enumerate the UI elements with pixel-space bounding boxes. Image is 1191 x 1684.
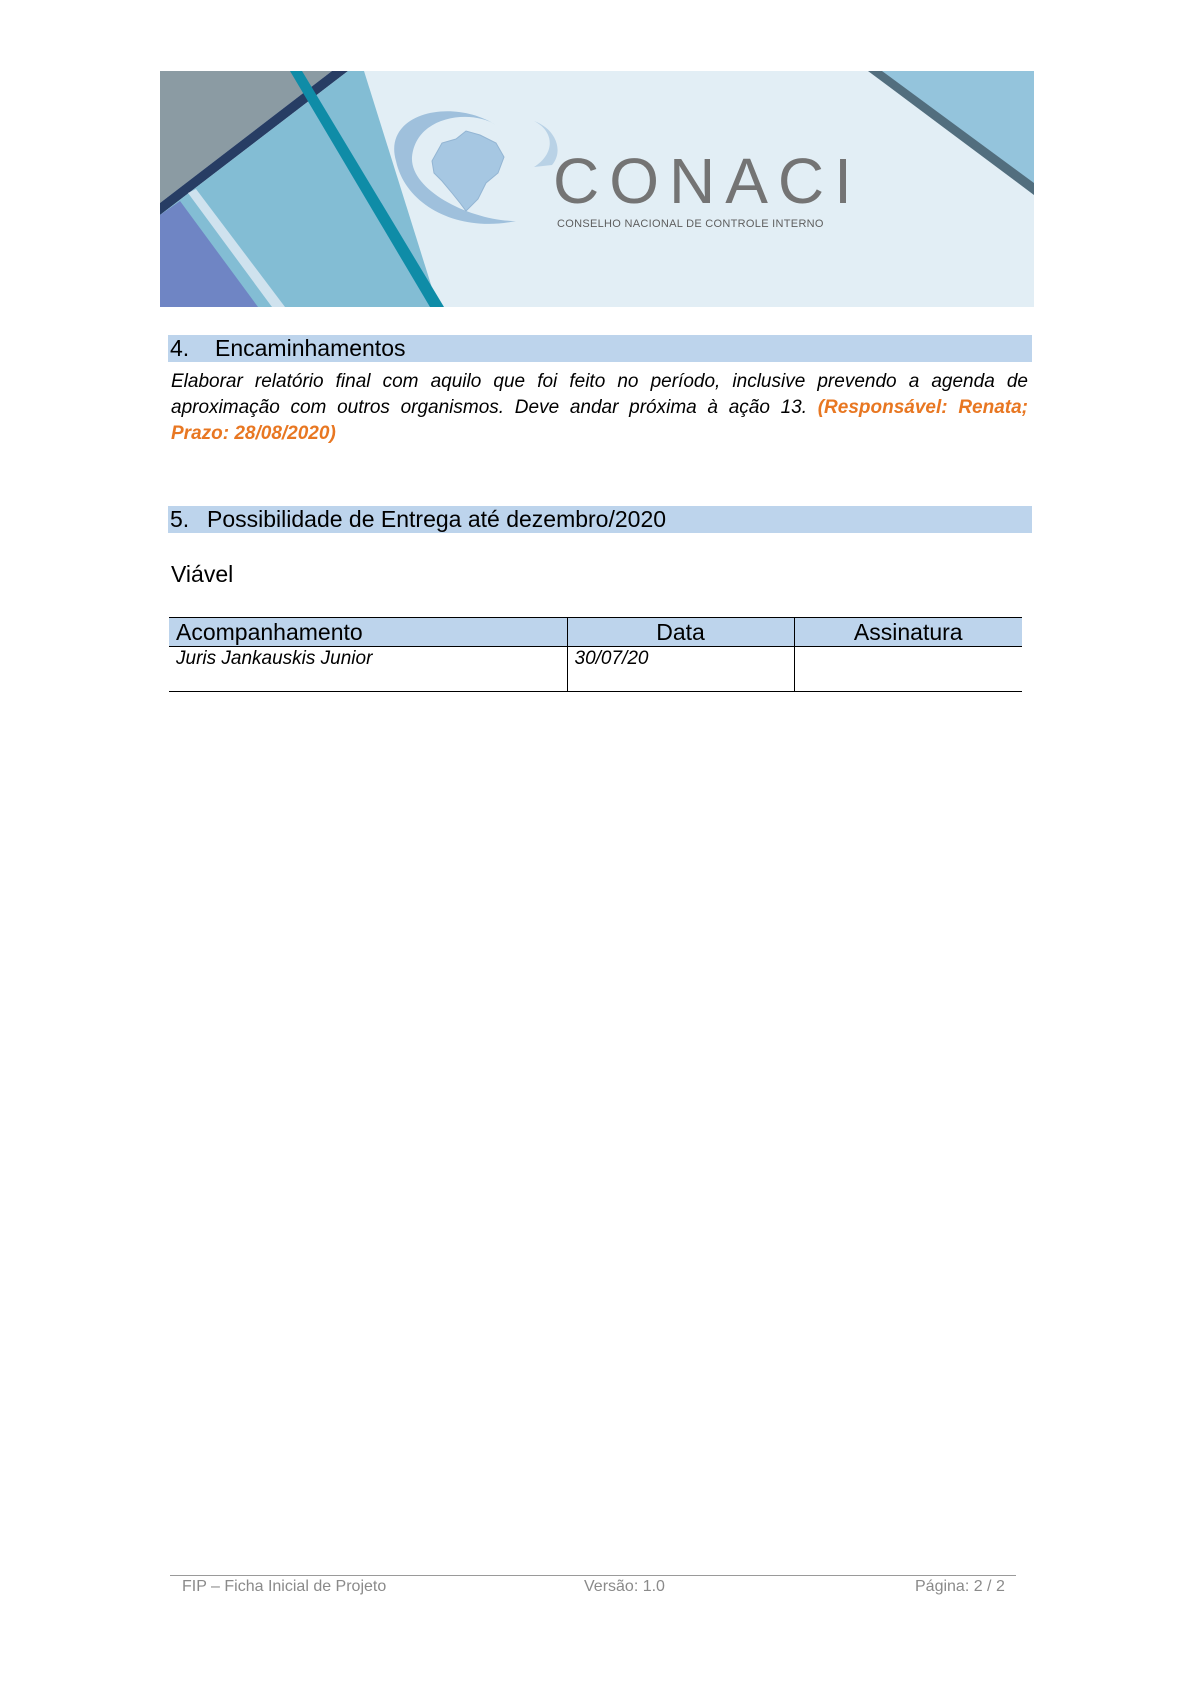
section-4-number: 4. bbox=[170, 335, 190, 361]
tracking-table bbox=[169, 617, 1022, 692]
section-4-heading bbox=[168, 335, 1032, 362]
section-4-title: Encaminhamentos bbox=[215, 335, 406, 361]
cell-assinatura bbox=[794, 647, 1022, 692]
footer-document-name: FIP – Ficha Inicial de Projeto bbox=[182, 1578, 387, 1595]
header-assinatura: Assinatura bbox=[794, 618, 1022, 647]
table-row bbox=[169, 647, 1022, 692]
cell-acompanhamento: Juris Jankauskis Junior bbox=[169, 647, 567, 692]
footer-divider bbox=[170, 1575, 1016, 1576]
conaci-header-banner bbox=[160, 71, 1034, 307]
tracking-table-header bbox=[169, 618, 1022, 647]
section-4-text: Elaborar relatório final com aquilo que foi feito no período, inclusive prevendo a agenda de aproximação com outros organismos. Deve andar próxima à ação 13. bbox=[171, 371, 1028, 418]
section-5-heading bbox=[168, 506, 1032, 533]
header-acompanhamento: Acompanhamento bbox=[169, 618, 567, 647]
section-5-number: 5. bbox=[170, 506, 190, 532]
section-5-title: Possibilidade de Entrega até dezembro/2020 bbox=[207, 506, 667, 532]
section-4-paragraph bbox=[171, 369, 1028, 447]
footer-page-number: Página: 2 / 2 bbox=[915, 1578, 1005, 1595]
header-data: Data bbox=[567, 618, 794, 647]
delivery-feasibility-value: Viável bbox=[171, 561, 234, 587]
footer-version: Versão: 1.0 bbox=[584, 1578, 665, 1595]
logo-title: CONACI bbox=[553, 145, 862, 217]
cell-data: 30/07/20 bbox=[567, 647, 794, 692]
logo-subtitle: CONSELHO NACIONAL DE CONTROLE INTERNO bbox=[557, 218, 824, 230]
responsible-deadline-note: (Responsável: Renata; Prazo: 28/08/2020) bbox=[171, 397, 1028, 444]
